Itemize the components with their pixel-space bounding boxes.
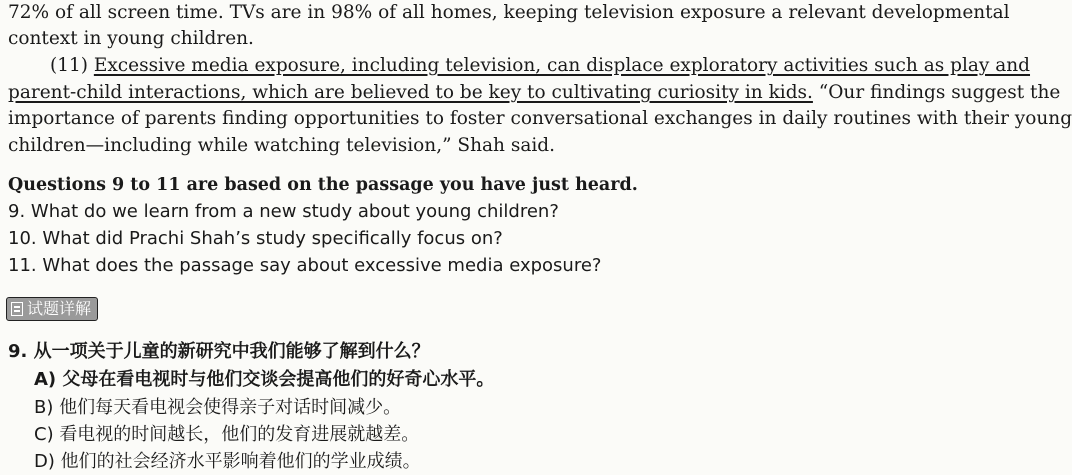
explanation-question-9: 9. 从一项关于儿童的新研究中我们能够了解到什么？ bbox=[8, 341, 430, 362]
option-d: D) 他们的社会经济水平影响着他们的学业成绩。 bbox=[34, 451, 421, 472]
underlined-text: parent-child interactions, which are believed to be key to cultivating curiosity in kids. bbox=[8, 82, 813, 103]
questions-heading: Questions 9 to 11 are based on the passage you have just heard. bbox=[8, 175, 638, 195]
option-b: B) 他们每天看电视会使得亲子对话时间减少。 bbox=[34, 397, 402, 418]
section-badge-label: 试题详解 bbox=[27, 299, 92, 318]
section-badge bbox=[6, 297, 98, 321]
paragraph-11-line bbox=[50, 53, 1030, 79]
paragraph-11-line bbox=[8, 80, 1060, 106]
document-icon bbox=[11, 302, 23, 316]
passage-line: children—including while watching television,” Shah said. bbox=[8, 135, 555, 156]
paragraph-number: (11) bbox=[50, 55, 94, 76]
question-11: 11. What does the passage say about excessive media exposure? bbox=[8, 255, 602, 276]
passage-line: 72% of all screen time. TVs are in 98% of all homes, keeping television exposure a relevant developmental bbox=[8, 2, 1010, 23]
underlined-text: Excessive media exposure, including television, can displace exploratory activities such as play and bbox=[93, 55, 1031, 76]
option-a: A) 父母在看电视时与他们交谈会提高他们的好奇心水平。 bbox=[34, 369, 495, 390]
passage-text-span: “Our findings suggest the bbox=[812, 82, 1061, 103]
question-10: 10. What did Prachi Shah’s study specifically focus on? bbox=[8, 228, 503, 249]
passage-line: context in young children. bbox=[8, 28, 254, 49]
question-9: 9. What do we learn from a new study about young children? bbox=[8, 201, 559, 222]
passage-line: importance of parents finding opportunities to foster conversational exchanges in daily routines with their young bbox=[8, 108, 1072, 129]
option-c: C) 看电视的时间越长，他们的发育进展就越差。 bbox=[34, 424, 420, 445]
